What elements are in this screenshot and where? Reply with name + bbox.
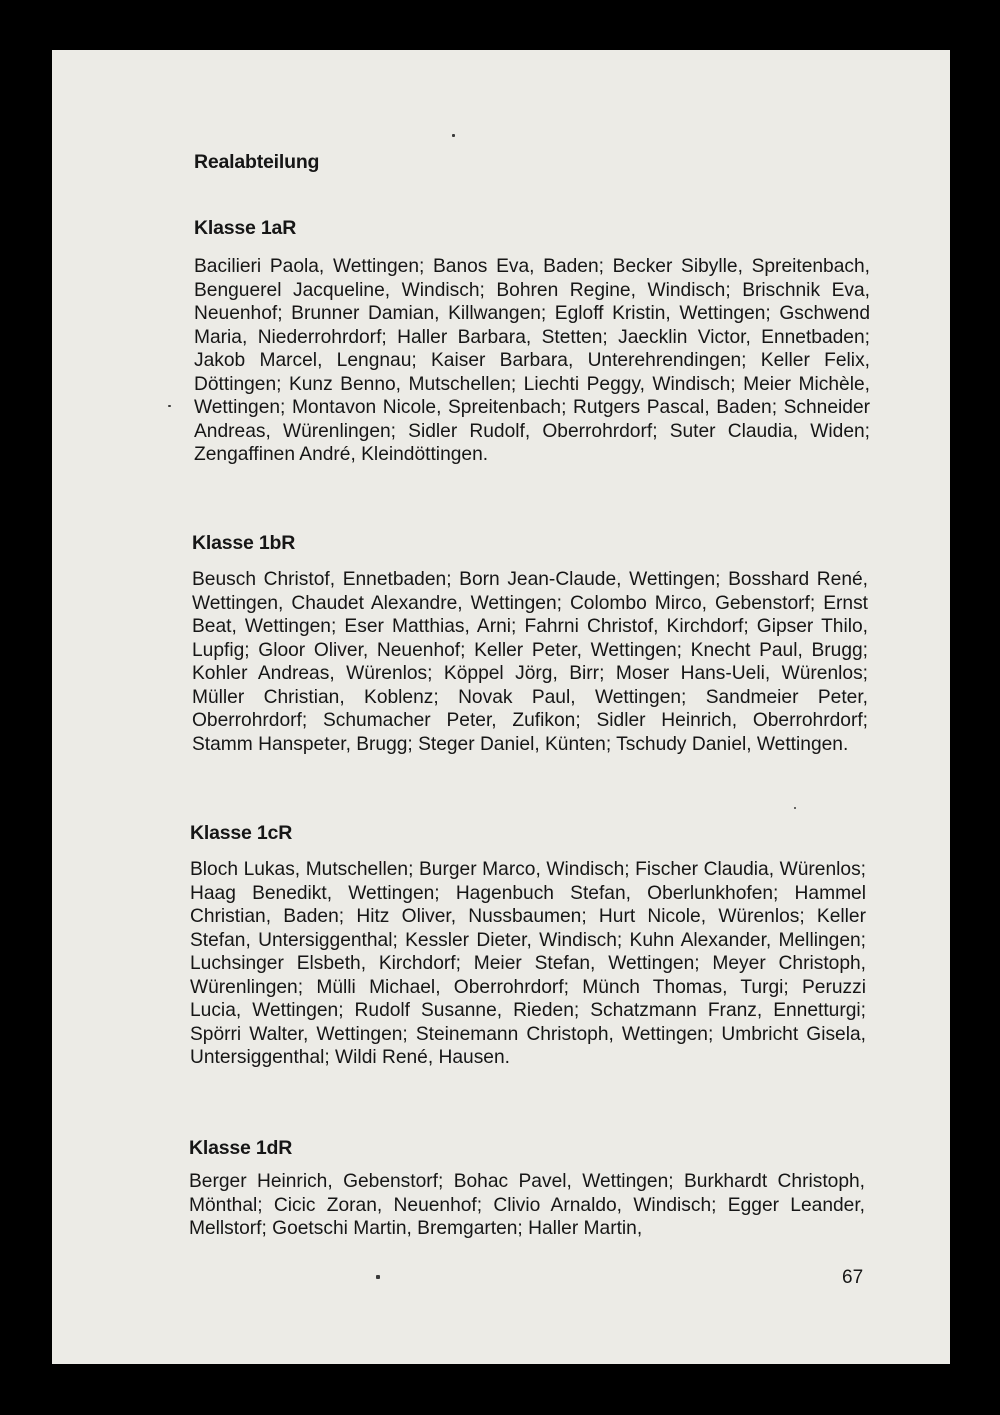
class-student-list: Bacilieri Paola, Wettingen; Banos Eva, Baden; Becker Sibylle, Spreitenbach, Benguerel Jacqueline, Windisch; Bohren Regine, Windisch; Brischnik Eva, Neuenhof; Brunner Damian, Killwangen; Egloff Kristin, Wettingen; Gschwend Maria, Niederrohrdorf; Haller Barbara, Stetten; Jaecklin Victor, Ennetbaden; Jakob Marcel, Lengnau; Kaiser Barbara, Unterehrendingen; Keller Felix, Döttingen; Kunz Benno, Mutschellen; Liechti Peggy, Windisch; Meier Michèle, Wettingen; Montavon Nicole, Spreitenbach; Rutgers Pascal, Baden; Schneider Andreas, Würenlingen; Sidler Rudolf, Oberrohrdorf; Suter Claudia, Widen; Zengaffinen André, Kleindöttingen.	[194, 256, 870, 465]
class-title: Klasse 1dR	[189, 1137, 293, 1159]
section-title: Realabteilung	[194, 151, 320, 173]
class-title: Klasse 1bR	[192, 532, 296, 554]
dust-speck	[452, 134, 455, 137]
document-page	[52, 50, 950, 1364]
class-title: Klasse 1aR	[194, 217, 297, 239]
dust-speck	[794, 807, 796, 809]
page-number: 67	[842, 1267, 864, 1288]
class-student-list: Berger Heinrich, Gebenstorf; Bohac Pavel, Wettingen; Burkhardt Christoph, Mönthal; Cicic Zoran, Neuenhof; Clivio Arnaldo, Windisch; Egger Leander, Mellstorf; Goetschi Martin, Bremgarten; Haller Martin,	[189, 1171, 865, 1239]
class-title: Klasse 1cR	[190, 822, 293, 844]
class-student-list: Beusch Christof, Ennetbaden; Born Jean-Claude, Wettingen; Bosshard René, Wettingen, Chaudet Alexandre, Wettingen; Colombo Mirco, Gebenstorf; Ernst Beat, Wettingen; Eser Matthias, Arni; Fahrni Christof, Kirchdorf; Gipser Thilo, Lupfig; Gloor Oliver, Neuenhof; Keller Peter, Wettingen; Knecht Paul, Brugg; Kohler Andreas, Würenlos; Köppel Jörg, Birr; Moser Hans-Ueli, Würenlos; Müller Christian, Koblenz; Novak Paul, Wettingen; Sandmeier Peter, Oberrohrdorf; Schumacher Peter, Zufikon; Sidler Heinrich, Oberrohrdorf; Stamm Hanspeter, Brugg; Steger Daniel, Künten; Tschudy Daniel, Wettingen.	[192, 569, 868, 755]
class-student-list: Bloch Lukas, Mutschellen; Burger Marco, Windisch; Fischer Claudia, Würenlos; Haag Benedikt, Wettingen; Hagenbuch Stefan, Oberlunkhofen; Hammel Christian, Baden; Hitz Oliver, Nussbaumen; Hurt Nicole, Würenlos; Keller Stefan, Untersiggenthal; Kessler Dieter, Windisch; Kuhn Alexander, Mellingen; Luchsinger Elsbeth, Kirchdorf; Meier Stefan, Wettingen; Meyer Christoph, Würenlingen; Mülli Michael, Oberrohrdorf; Münch Thomas, Turgi; Peruzzi Lucia, Wettingen; Rudolf Susanne, Rieden; Schatzmann Franz, Ennetturgi; Spörri Walter, Wettingen; Steinemann Christoph, Wettingen; Umbricht Gisela, Untersiggenthal; Wildi René, Hausen.	[190, 859, 866, 1068]
dust-speck	[376, 1275, 380, 1279]
dust-speck	[168, 405, 171, 407]
